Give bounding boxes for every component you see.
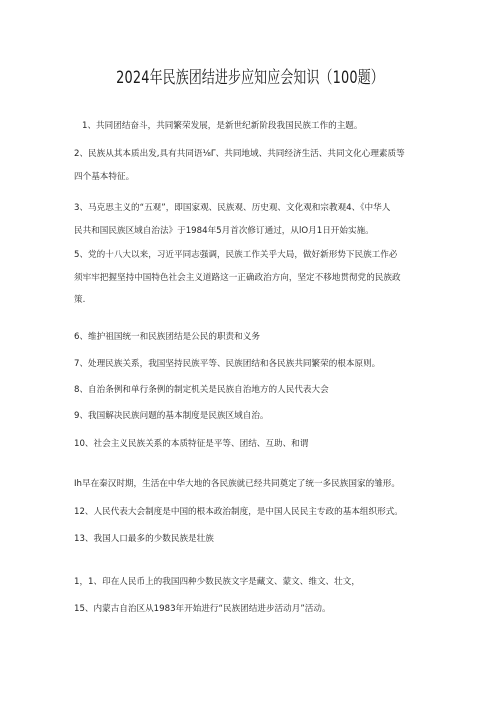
- item-5-line-1: 5、党的十八大以来，习近平同志强调，民族工作关乎大局，做好新形势下民族工作必: [74, 250, 398, 260]
- item-7-line-1: 7、处理民族关系，我国坚持民族平等、民族团结和各民族共同繁荣的根本原则。: [74, 359, 381, 369]
- item-12: [74, 501, 436, 524]
- item-8-line-1: 8、自治条例和单行条例的制定机关是民族自治地方的人民代表大会: [74, 385, 329, 395]
- item-10: [74, 433, 436, 456]
- item-5-line-2: 须牢牢把握坚持中国特色社会主义道路这一正确政治方向，坚定不移地贯彻党的民族政: [74, 272, 401, 283]
- item-3: [74, 197, 436, 242]
- item-11-line-1: Ih早在秦汉时期，生活在中华大地的各民族就已经共同奠定了统一多民族国家的雏形。: [74, 479, 400, 489]
- item-11: [74, 473, 436, 496]
- item-3-line-1: 3、马克思主义的“五观”，即国家观、民族观、历史观、文化观和宗教观4、《中华人: [74, 203, 391, 213]
- item-6-line-1: 6、维护祖国统一和民族团结是公民的职责和义务: [74, 332, 260, 342]
- item-1: [74, 115, 436, 138]
- item-6: [74, 326, 436, 349]
- item-10-line-1: 10、社会主义民族关系的本质特征是平等、团结、互助、和谓: [74, 439, 309, 449]
- item-2: [74, 143, 436, 188]
- item-3-line-2: 民共和国民族区域自治法》于1984年5月首次修订通过，从lO月1日开始实施。: [74, 225, 374, 236]
- document-title: 2024年民族团结进步应知应会知识（100题）: [116, 68, 384, 88]
- item-9: [74, 405, 436, 428]
- item-13-line-1: 13、我国人口最多的少数民族是壮族: [74, 534, 214, 544]
- item-2-line-2: 四个基本特征。: [74, 171, 135, 182]
- item-2-line-1: 2、民族从其本质出发,具有共同语⅛Γ、共同地域、共同经济生活、共同文化心理素质等: [74, 149, 405, 159]
- item-7: [74, 353, 436, 376]
- item-9-line-1: 9、我国解决民族问题的基本制度是民族区域自治。: [74, 411, 269, 421]
- item-15: [74, 598, 436, 621]
- item-13: [74, 528, 436, 551]
- item-1-line-1: 1、共同团结奋斗，共同繁荣发展，是新世纪新阶段我国民族工作的主题。: [82, 121, 363, 131]
- item-5: [74, 244, 436, 312]
- item-12-line-1: 12、人民代表大会制度是中国的根本政治制度，是中国人民民主专政的基本组织形式。: [74, 507, 403, 517]
- item-14: [74, 571, 436, 594]
- item-15-line-1: 15、内蒙古自治区从1983年开始进行“民族团结进步活动月”活动。: [74, 604, 331, 614]
- item-14-line-1: 1，1、印在人民币上的我国四种少数民族文字是藏文、蒙文、维文、壮文，: [74, 577, 360, 587]
- item-8: [74, 379, 436, 402]
- item-5-line-3: 策.: [74, 295, 86, 305]
